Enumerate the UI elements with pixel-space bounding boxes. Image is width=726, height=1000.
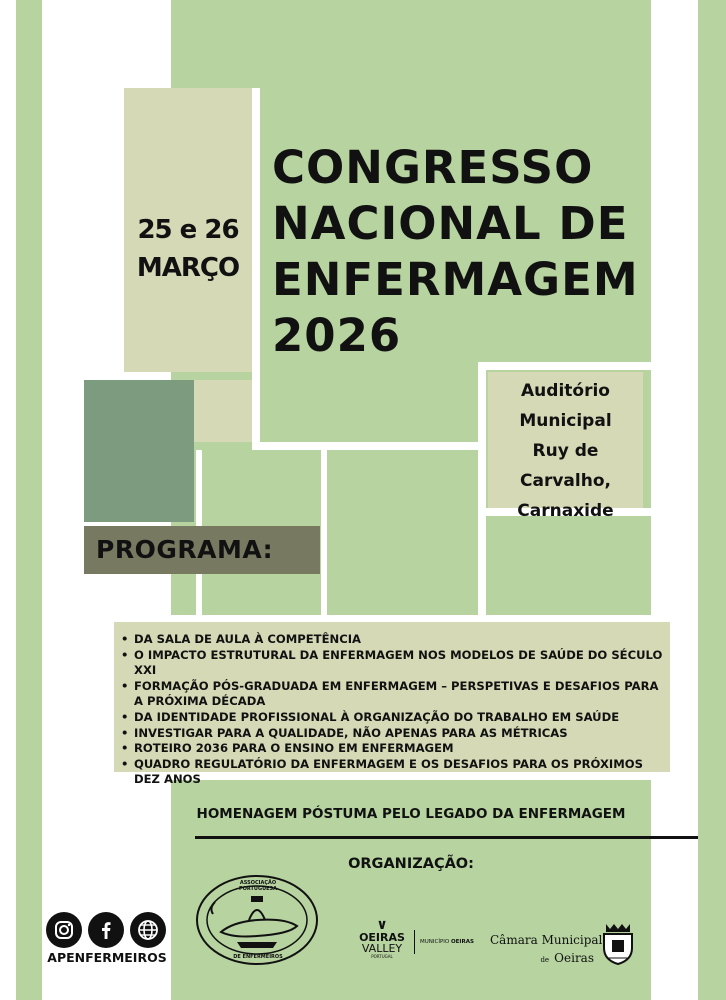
event-days: 25 e 26 xyxy=(137,215,239,245)
event-month: MARÇO xyxy=(136,253,240,283)
program-item: • DA IDENTIDADE PROFISSIONAL À ORGANIZAÇÃO DO TRABALHO EM SAÚDE xyxy=(118,710,666,726)
title-line: 2026 xyxy=(272,309,402,362)
sage-light-square xyxy=(194,380,252,442)
program-list-box xyxy=(114,622,670,787)
oeiras-valley-logo xyxy=(352,918,412,968)
program-item: • INVESTIGAR PARA A QUALIDADE, NÃO APENAS PARA AS MÉTRICAS xyxy=(118,726,666,742)
organization-heading: ORGANIZAÇÃO: xyxy=(348,856,474,872)
municipio-label xyxy=(420,939,474,945)
municipio-name: OEIRAS xyxy=(451,939,474,945)
event-title xyxy=(272,140,639,364)
instagram-icon[interactable] xyxy=(46,912,82,948)
venue-box xyxy=(488,372,643,521)
camara-line1: Câmara Municipal xyxy=(490,933,603,947)
divider xyxy=(651,0,698,1000)
valley-chevron-icon: ∨ xyxy=(376,917,388,933)
oeiras-coat-of-arms-icon xyxy=(598,920,638,966)
oeiras-valley-word2: VALLEY xyxy=(361,942,403,955)
program-list xyxy=(118,632,666,788)
venue-line: Municipal xyxy=(519,411,612,431)
event-date xyxy=(124,211,252,287)
apenf-logo xyxy=(193,872,321,968)
program-item: • FORMAÇÃO PÓS-GRADUADA EM ENFERMAGEM – PERSPETIVAS E DESAFIOS PARA A PRÓXIMA DÉCADA xyxy=(118,679,666,710)
divider xyxy=(252,442,478,450)
tribute-text: HOMENAGEM PÓSTUMA PELO LEGADO DA ENFERMAGEM xyxy=(196,806,626,822)
venue-line: Ruy de Carvalho, xyxy=(520,441,611,491)
municipio-word: MUNICÍPIO xyxy=(420,939,450,945)
facebook-icon[interactable] xyxy=(88,912,124,948)
apenf-ring-top: ASSOCIAÇÃO PORTUGUESA xyxy=(238,880,278,892)
tribute-underline xyxy=(195,836,698,839)
date-box xyxy=(124,88,252,372)
apenf-ring-bottom: DE ENFERMEIROS xyxy=(233,954,283,960)
program-heading-bar xyxy=(84,526,320,574)
title-line: ENFERMAGEM xyxy=(272,253,639,306)
oeiras-valley-word3: PORTUGAL xyxy=(371,954,393,959)
divider xyxy=(252,88,260,450)
title-line: CONGRESSO xyxy=(272,141,594,194)
program-item: • QUADRO REGULATÓRIO DA ENFERMAGEM E OS DESAFIOS PARA OS PRÓXIMOS DEZ ANOS xyxy=(118,757,666,788)
right-stripe-bg xyxy=(698,0,726,1000)
program-heading: PROGRAMA: xyxy=(96,535,274,564)
globe-icon[interactable] xyxy=(130,912,166,948)
social-handle: APENFERMEIROS xyxy=(47,950,167,965)
venue-line: Auditório xyxy=(521,381,610,401)
social-icons xyxy=(46,912,170,948)
logo-divider xyxy=(414,930,415,954)
left-stripe-bg xyxy=(16,0,42,1000)
camara-de: de xyxy=(540,956,550,964)
camara-municipal-logo xyxy=(490,933,603,966)
program-item: • O IMPACTO ESTRUTURAL DA ENFERMAGEM NOS MODELOS DE SAÚDE DO SÉCULO XXI xyxy=(118,648,666,679)
program-item: • ROTEIRO 2036 PARA O ENSINO EM ENFERMAGEM xyxy=(118,741,666,757)
venue-line: Carnaxide xyxy=(517,501,614,521)
title-line: NACIONAL DE xyxy=(272,197,629,250)
divider xyxy=(478,362,486,615)
program-item: • DA SALA DE AULA À COMPETÊNCIA xyxy=(118,632,666,648)
divider xyxy=(321,450,327,615)
camara-oeiras: Oeiras xyxy=(554,951,594,965)
oeiras-valley-word1: OEIRAS xyxy=(359,931,405,944)
sage-dark-square xyxy=(84,380,194,522)
